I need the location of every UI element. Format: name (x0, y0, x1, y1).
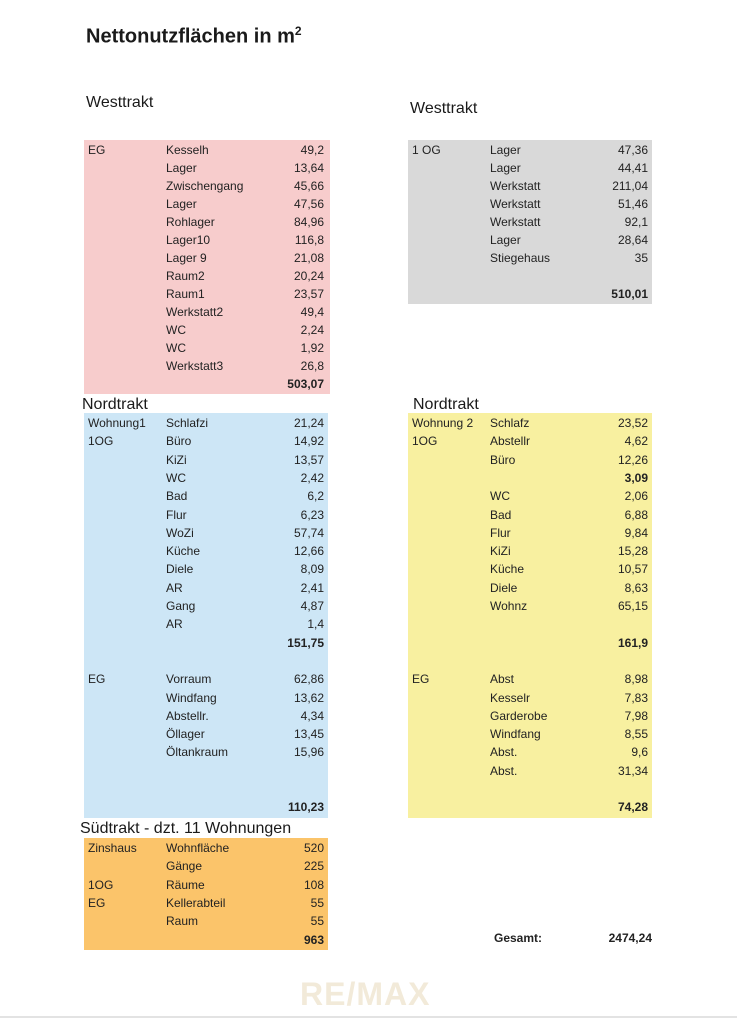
room-name: AR (166, 617, 183, 632)
room-name: KiZi (490, 544, 511, 559)
room-name: Lager 9 (166, 251, 207, 265)
room-name: Windfang (166, 690, 217, 705)
table-row (84, 249, 330, 267)
area-value: 7,98 (624, 708, 648, 723)
room-name: Windfang (490, 727, 541, 742)
table-row (84, 487, 328, 505)
room-name: Kesselh (166, 143, 209, 157)
area-value: 92,1 (624, 215, 648, 229)
area-value: 47,36 (617, 143, 648, 157)
table-row (84, 857, 328, 875)
table-row (408, 451, 652, 469)
room-name: Abst. (490, 763, 518, 778)
table-row (84, 798, 328, 816)
table-row (408, 743, 652, 761)
table-row (408, 177, 652, 195)
area-value: 15,28 (617, 544, 648, 559)
suedtrakt-table (84, 838, 328, 950)
table-row (408, 487, 652, 505)
subtotal-value: 110,23 (287, 800, 324, 815)
table-row (408, 249, 652, 267)
table-row (408, 597, 652, 615)
westtrakt-eg-table (84, 140, 330, 394)
heading-westtrakt-right: Westtrakt (410, 100, 478, 117)
room-name: Werkstatt3 (166, 359, 224, 373)
room-name: Raum (166, 914, 199, 929)
gesamt-label: Gesamt: (494, 931, 543, 945)
area-value: 13,57 (293, 452, 324, 467)
area-value: 13,64 (293, 161, 324, 175)
row-label: 1OG (412, 434, 438, 449)
gesamt-value: 2474,24 (608, 931, 652, 945)
area-value: 20,24 (293, 269, 324, 283)
room-name: Wohnz (490, 599, 528, 613)
table-row (408, 159, 652, 177)
subtotal-value: 151,75 (287, 635, 324, 650)
area-value: 12,66 (293, 544, 324, 559)
area-value: 8,55 (624, 727, 648, 742)
table-row (84, 469, 328, 487)
page-title: Nettonutzflächen in $m^2$ (86, 24, 302, 48)
area-value: 6,23 (300, 507, 324, 522)
area-value: 28,64 (617, 233, 648, 247)
table-row (84, 762, 328, 780)
table-row (84, 432, 328, 450)
area-value: 51,46 (617, 197, 648, 211)
table-row (84, 357, 330, 375)
room-name: Flur (490, 525, 511, 540)
area-value: 4,62 (624, 434, 648, 449)
area-value: 55 (310, 914, 324, 929)
room-name: Abstellr. (166, 708, 209, 723)
room-name: Raum1 (166, 287, 205, 301)
room-name: Öllager (166, 727, 205, 742)
room-name: Kesselr (490, 690, 531, 705)
table-row (84, 931, 328, 949)
table-row (84, 141, 330, 159)
area-value: 44,41 (617, 161, 648, 175)
table-row (408, 670, 652, 688)
room-name: Abstellr (490, 434, 531, 449)
room-name: Raum2 (166, 269, 205, 283)
area-value: 47,56 (293, 197, 324, 211)
area-value: 211,04 (612, 179, 648, 193)
room-name: Lager10 (166, 233, 211, 247)
subtotal-value: 3,09 (624, 470, 648, 485)
room-name: Bad (490, 507, 512, 522)
table-row (408, 579, 652, 597)
subtotal-value: 503,07 (287, 377, 324, 391)
room-name: Bad (166, 489, 188, 504)
row-label: 1OG (88, 434, 114, 449)
table-row (408, 524, 652, 542)
table-row (84, 213, 330, 231)
area-value: 55 (310, 895, 324, 910)
table-row (84, 876, 328, 894)
area-value: 2,41 (300, 580, 324, 595)
room-name: Lager (490, 143, 521, 157)
area-value: 9,6 (631, 745, 648, 760)
row-label: 1 OG (412, 143, 441, 157)
table-row (84, 670, 328, 688)
table-row (408, 285, 652, 303)
room-name: WC (166, 323, 186, 337)
row-label: EG (88, 143, 106, 157)
room-name: Lager (166, 161, 197, 175)
table-row (84, 303, 330, 321)
room-name: Gang (166, 599, 196, 613)
room-name: Büro (166, 434, 192, 449)
table-row (84, 375, 330, 393)
room-name: Werkstatt (490, 197, 541, 211)
room-name: Lager (166, 197, 197, 211)
table-row (408, 707, 652, 725)
area-value: 6,2 (307, 489, 324, 504)
area-value: 1,92 (300, 341, 324, 355)
row-label: EG (88, 672, 106, 687)
table-row (84, 506, 328, 524)
area-value: 21,08 (293, 251, 324, 265)
room-name: Schlafz (490, 416, 530, 430)
room-name: Kellerabteil (166, 895, 226, 910)
area-value: 1,4 (307, 617, 324, 632)
table-row (84, 451, 328, 469)
page-bottom-divider (0, 1016, 737, 1018)
area-value: 65,15 (617, 599, 648, 613)
table-row (84, 912, 328, 930)
table-row (84, 780, 328, 798)
table-row (84, 321, 330, 339)
room-name: Abst. (490, 745, 518, 760)
heading-nordtrakt-left: Nordtrakt (82, 396, 148, 413)
room-name: WC (166, 341, 186, 355)
area-value: 12,26 (617, 452, 648, 467)
table-row (84, 524, 328, 542)
room-name: Werkstatt (490, 215, 541, 229)
area-value: 2,42 (300, 470, 324, 485)
area-value: 23,52 (617, 416, 648, 430)
area-value: 23,57 (293, 287, 324, 301)
nordtrakt-wohnung1-table (84, 413, 328, 818)
area-value: 49,4 (300, 305, 324, 319)
room-name: Schlafzi (166, 416, 209, 430)
subtotal-value: 510,01 (611, 287, 648, 301)
room-name: Flur (166, 507, 187, 522)
row-label: Wohnung1 (88, 416, 146, 430)
table-row (84, 725, 328, 743)
table-row (408, 213, 652, 231)
room-name: Rohlager (166, 215, 215, 229)
table-row (84, 579, 328, 597)
area-value: 4,87 (300, 599, 324, 613)
subtotal-value: 963 (303, 932, 324, 947)
area-value: 62,86 (293, 672, 324, 687)
table-row (408, 469, 652, 487)
area-value: 9,84 (624, 525, 648, 540)
room-name: Wohnfläche (166, 841, 230, 855)
table-row (84, 560, 328, 578)
area-value: 15,96 (293, 745, 324, 760)
nordtrakt-wohnung2-table (408, 413, 652, 818)
area-value: 84,96 (293, 215, 324, 229)
room-name: WC (490, 489, 510, 504)
area-value: 57,74 (293, 525, 324, 540)
table-row (408, 542, 652, 560)
table-row (408, 506, 652, 524)
table-row (84, 707, 328, 725)
table-row (408, 560, 652, 578)
subtotal-value: 161,9 (617, 635, 648, 650)
remax-watermark-logo: RE/MAX (300, 976, 431, 1012)
room-name: Büro (490, 452, 516, 467)
table-row (408, 195, 652, 213)
room-name: Abst (490, 672, 515, 687)
area-value: 45,66 (293, 179, 324, 193)
area-value: 116,8 (294, 233, 324, 247)
table-row (408, 634, 652, 652)
westtrakt-1og-table (408, 140, 652, 304)
area-value: 2,24 (300, 323, 324, 337)
table-row (408, 780, 652, 798)
room-name: Küche (166, 544, 201, 559)
room-name: Stiegehaus (490, 251, 551, 265)
table-row (84, 231, 330, 249)
room-name: Diele (490, 580, 518, 595)
area-value: 108 (303, 877, 324, 892)
room-name: Werkstatt (490, 179, 541, 193)
room-name: Garderobe (490, 708, 548, 723)
table-row (84, 652, 328, 670)
table-row (84, 689, 328, 707)
table-row (408, 689, 652, 707)
table-row (408, 652, 652, 670)
table-row (84, 177, 330, 195)
room-name: Küche (490, 562, 525, 577)
area-value: 6,88 (624, 507, 648, 522)
table-row (84, 159, 330, 177)
table-row (84, 743, 328, 761)
room-name: KiZi (166, 452, 187, 467)
row-label: EG (88, 895, 106, 910)
area-value: 13,62 (293, 690, 324, 705)
room-name: Lager (490, 161, 521, 175)
subtotal-value: 74,28 (617, 800, 648, 815)
heading-nordtrakt-right: Nordtrakt (413, 396, 479, 413)
table-row (84, 839, 328, 857)
area-value: 8,63 (624, 580, 648, 595)
table-row (408, 798, 652, 816)
area-value: 4,34 (300, 708, 324, 723)
table-row (84, 339, 330, 357)
room-name: Zwischengang (166, 179, 244, 193)
table-row (408, 414, 652, 432)
room-name: Räume (166, 877, 205, 892)
area-value: 49,2 (300, 143, 324, 157)
table-row (84, 195, 330, 213)
area-value: 8,98 (624, 672, 648, 687)
table-row (84, 542, 328, 560)
table-row (84, 285, 330, 303)
room-name: Werkstatt2 (166, 305, 224, 319)
area-value: 14,92 (293, 434, 324, 449)
area-value: 520 (303, 841, 324, 855)
room-name: AR (166, 580, 183, 595)
room-name: Gänge (166, 859, 203, 874)
table-row (408, 762, 652, 780)
table-row (84, 414, 328, 432)
row-label: 1OG (88, 877, 114, 892)
room-name: Öltankraum (166, 745, 229, 760)
area-value: 2,06 (624, 489, 648, 504)
row-label: Zinshaus (88, 841, 137, 855)
table-row (84, 634, 328, 652)
heading-suedtrakt: Südtrakt - dzt. 11 Wohnungen (80, 820, 292, 837)
table-row (84, 267, 330, 285)
room-name: Lager (490, 233, 521, 247)
table-row (408, 725, 652, 743)
table-row (408, 141, 652, 159)
area-value: 26,8 (300, 359, 324, 373)
table-row (84, 597, 328, 615)
room-name: Diele (166, 562, 194, 577)
heading-westtrakt-left: Westtrakt (86, 94, 154, 111)
area-value: 35 (634, 251, 648, 265)
room-name: WoZi (166, 525, 194, 540)
area-value: 21,24 (293, 416, 324, 430)
area-value: 7,83 (624, 690, 648, 705)
table-row (408, 615, 652, 633)
area-value: 225 (303, 859, 324, 874)
row-label: Wohnung 2 (412, 416, 474, 430)
table-row (408, 432, 652, 450)
table-row (408, 267, 652, 285)
area-value: 31,34 (617, 763, 648, 778)
area-value: 10,57 (617, 562, 648, 577)
room-name: Vorraum (166, 672, 212, 687)
row-label: EG (412, 672, 430, 687)
area-value: 8,09 (300, 562, 324, 577)
table-row (408, 231, 652, 249)
table-row (84, 615, 328, 633)
area-value: 13,45 (293, 727, 324, 742)
table-row (84, 894, 328, 912)
room-name: WC (166, 470, 186, 485)
